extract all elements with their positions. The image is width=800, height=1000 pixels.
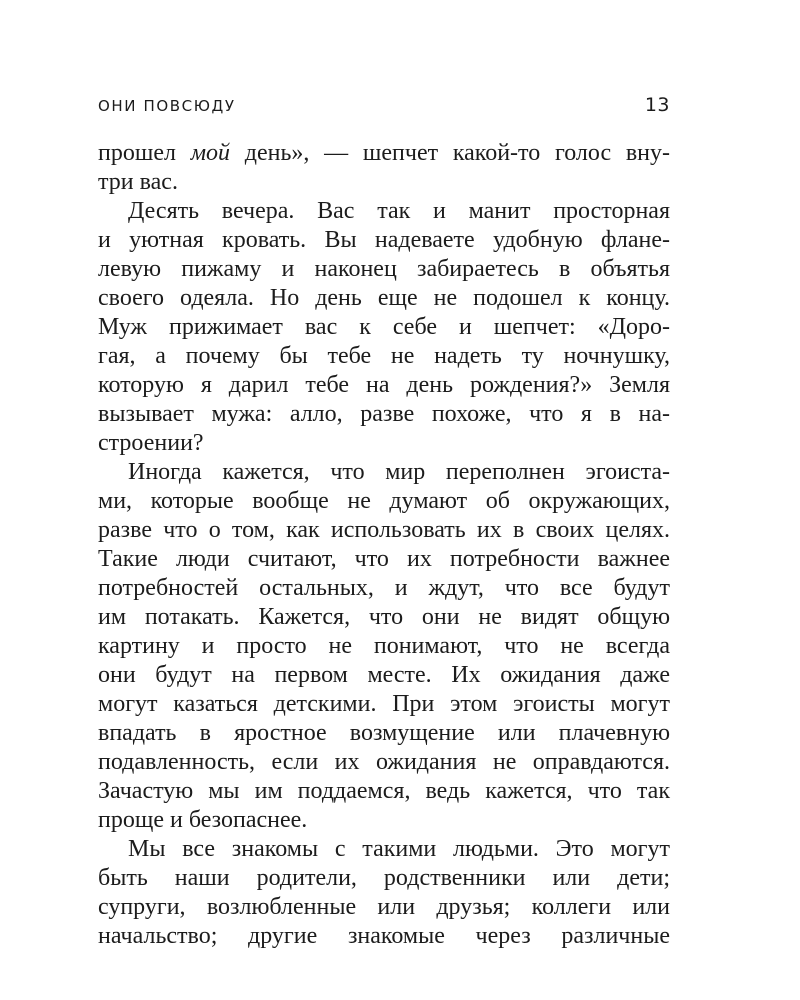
text-line: супруги, возлюбленные или друзья; коллеги или — [98, 894, 670, 920]
body-text — [98, 139, 670, 951]
paragraph — [98, 458, 670, 835]
text-line: левую пижаму и наконец забираетесь в объятья — [98, 256, 670, 282]
text-line: Иногда кажется, что мир переполнен эгоиста- — [128, 459, 670, 485]
running-title: ОНИ ПОВСЮДУ — [98, 97, 236, 115]
emphasis: мой — [190, 140, 231, 166]
paragraph — [98, 139, 670, 197]
text-line: Зачастую мы им поддаемся, ведь кажется, что так — [98, 778, 670, 804]
text-line: прошел мой день», — шепчет какой-то голос вну- — [98, 140, 671, 166]
text-line: им потакать. Кажется, что они не видят общую — [98, 604, 670, 630]
text-line: потребностей остальных, и ждут, что все будут — [98, 575, 670, 601]
text-line: картину и просто не понимают, что не всегда — [98, 633, 670, 659]
text-line: быть наши родители, родственники или дети; — [98, 865, 670, 891]
text-line: своего одеяла. Но день еще не подошел к концу. — [98, 285, 670, 311]
text-line: они будут на первом месте. Их ожидания даже — [98, 662, 670, 688]
text-line: и уютная кровать. Вы надеваете удобную флане- — [98, 227, 670, 253]
text-line: ми, которые вообще не думают об окружающих, — [98, 488, 670, 514]
running-head — [98, 94, 670, 116]
text-line: разве что о том, как использовать их в своих целях. — [98, 517, 670, 543]
paragraph — [98, 835, 670, 951]
text-line: которую я дарил тебе на день рождения?» Земля — [98, 372, 670, 398]
text-line: начальство; другие знакомые через различные — [98, 923, 670, 949]
text-line: впадать в яростное возмущение или плачевную — [98, 720, 670, 746]
text-line: проще и безопаснее. — [98, 807, 308, 833]
text-line: строении? — [98, 430, 204, 456]
paragraph — [98, 197, 670, 458]
text-line: Мы все знакомы с такими людьми. Это могут — [128, 836, 670, 862]
text-line: три вас. — [98, 169, 178, 195]
text-line: гая, а почему бы тебе не надеть ту ночнушку, — [98, 343, 670, 369]
page-number: 13 — [644, 94, 670, 116]
text-line: Такие люди считают, что их потребности важнее — [98, 546, 670, 572]
text-line: подавленность, если их ожидания не оправдаются. — [98, 749, 670, 775]
text-line: могут казаться детскими. При этом эгоисты могут — [98, 691, 670, 717]
text-line: вызывает мужа: алло, разве похоже, что я в на- — [98, 401, 670, 427]
text-line: Муж прижимает вас к себе и шепчет: «Доро- — [98, 314, 670, 340]
text-line: Десять вечера. Вас так и манит просторная — [128, 198, 670, 224]
